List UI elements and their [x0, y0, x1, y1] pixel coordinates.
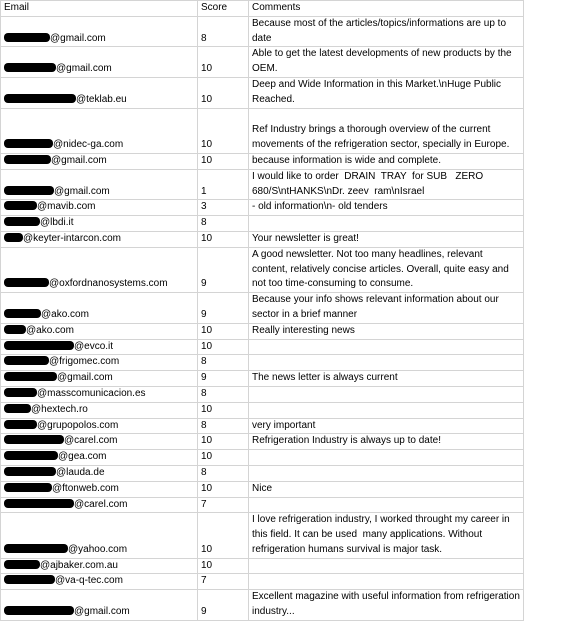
redaction-mark: [4, 435, 64, 444]
redaction-mark: [4, 388, 37, 397]
redaction-mark: [4, 575, 55, 584]
table-row: [1, 513, 572, 558]
score-cell[interactable]: 10: [198, 231, 249, 247]
table-row: [1, 216, 572, 232]
redaction-mark: [4, 309, 41, 318]
empty-cell[interactable]: [524, 590, 572, 621]
empty-cell[interactable]: [524, 434, 572, 450]
redaction-mark: [4, 217, 40, 226]
table-row: [1, 355, 572, 371]
redaction-mark: [4, 544, 68, 553]
table-row: [1, 16, 572, 47]
empty-cell[interactable]: [524, 153, 572, 169]
comment-cell[interactable]: [249, 450, 524, 466]
email-cell[interactable]: [1, 450, 198, 466]
comment-cell[interactable]: Because most of the articles/topics/informations are up to date: [249, 16, 524, 47]
redaction-mark: [4, 404, 31, 413]
redaction-mark: [4, 372, 57, 381]
score-cell[interactable]: 10: [198, 47, 249, 78]
header-comments[interactable]: Comments: [249, 1, 524, 17]
email-domain: @nidec-ga.com: [53, 139, 124, 151]
empty-cell[interactable]: [524, 16, 572, 47]
table-row: [1, 497, 572, 513]
empty-cell[interactable]: [524, 293, 572, 324]
empty-cell[interactable]: [524, 465, 572, 481]
email-cell[interactable]: [1, 216, 198, 232]
empty-cell[interactable]: [524, 371, 572, 387]
redaction-mark: [4, 606, 74, 615]
redaction-mark: [4, 356, 49, 365]
score-cell[interactable]: 10: [198, 450, 249, 466]
table-row: [1, 386, 572, 402]
redaction-mark: [4, 341, 74, 350]
email-domain: @gmail.com: [74, 606, 130, 618]
email-cell[interactable]: [1, 200, 198, 216]
comment-cell[interactable]: Ref Industry brings a thorough overview of the current movements of the refrigeration sector, specially in Europe.: [249, 108, 524, 153]
score-cell[interactable]: 10: [198, 108, 249, 153]
email-cell[interactable]: [1, 108, 198, 153]
score-cell[interactable]: 10: [198, 339, 249, 355]
redaction-mark: [4, 325, 26, 334]
empty-cell[interactable]: [524, 513, 572, 558]
comment-cell[interactable]: because information is wide and complete.: [249, 153, 524, 169]
comment-cell[interactable]: Excellent magazine with useful information from refrigeration industry...: [249, 590, 524, 621]
table-row: [1, 77, 572, 108]
email-domain: @evco.it: [74, 340, 114, 352]
email-domain: @carel.com: [64, 435, 118, 447]
comment-cell[interactable]: Your newsletter is great!: [249, 231, 524, 247]
comment-cell[interactable]: Because your info shows relevant information about our sector in a brief manner: [249, 293, 524, 324]
redaction-mark: [4, 63, 56, 72]
redaction-mark: [4, 201, 37, 210]
email-domain: @frigomec.com: [49, 356, 120, 368]
redaction-mark: [4, 560, 40, 569]
empty-cell[interactable]: [524, 418, 572, 434]
score-cell[interactable]: 8: [198, 216, 249, 232]
email-domain: @masscomunicacion.es: [37, 387, 146, 399]
email-cell[interactable]: [1, 293, 198, 324]
comment-cell[interactable]: [249, 355, 524, 371]
score-cell[interactable]: 8: [198, 465, 249, 481]
comment-cell[interactable]: [249, 339, 524, 355]
table-row: [1, 169, 572, 200]
email-cell[interactable]: [1, 402, 198, 418]
table-row: [1, 153, 572, 169]
email-domain: @grupopolos.com: [37, 419, 119, 431]
score-cell[interactable]: 10: [198, 513, 249, 558]
empty-cell[interactable]: [524, 386, 572, 402]
redaction-mark: [4, 420, 37, 429]
email-domain: @keyter-intarcon.com: [23, 232, 121, 244]
redaction-mark: [4, 499, 74, 508]
empty-cell[interactable]: [524, 1, 572, 17]
table-row: [1, 558, 572, 574]
table-row: [1, 293, 572, 324]
score-cell[interactable]: 9: [198, 590, 249, 621]
empty-cell[interactable]: [524, 450, 572, 466]
email-cell[interactable]: [1, 355, 198, 371]
email-cell[interactable]: [1, 590, 198, 621]
score-cell[interactable]: 9: [198, 293, 249, 324]
table-row: [1, 450, 572, 466]
email-domain: @oxfordnanosystems.com: [49, 278, 168, 290]
score-cell[interactable]: 10: [198, 434, 249, 450]
email-domain: @ako.com: [26, 324, 74, 336]
score-cell[interactable]: 3: [198, 200, 249, 216]
score-cell[interactable]: 8: [198, 355, 249, 371]
comment-cell[interactable]: I would like to order DRAIN TRAY for SUB ZERO 680/S\ntHANKS\nDr. zeev ram\nIsrael: [249, 169, 524, 200]
table-row: [1, 434, 572, 450]
empty-cell[interactable]: [524, 558, 572, 574]
email-cell[interactable]: [1, 371, 198, 387]
email-cell[interactable]: [1, 153, 198, 169]
empty-cell[interactable]: [524, 481, 572, 497]
email-cell[interactable]: [1, 465, 198, 481]
empty-cell[interactable]: [524, 402, 572, 418]
score-cell[interactable]: 8: [198, 16, 249, 47]
email-domain: @gmail.com: [51, 154, 107, 166]
empty-cell[interactable]: [524, 355, 572, 371]
score-cell[interactable]: 10: [198, 558, 249, 574]
empty-cell[interactable]: [524, 497, 572, 513]
table-row: [1, 465, 572, 481]
table-row: [1, 108, 572, 153]
email-domain: @ako.com: [41, 308, 89, 320]
comment-cell[interactable]: [249, 386, 524, 402]
score-cell[interactable]: 8: [198, 386, 249, 402]
email-domain: @ftonweb.com: [52, 482, 119, 494]
redaction-mark: [4, 467, 56, 476]
email-domain: @lauda.de: [56, 466, 105, 478]
email-cell[interactable]: [1, 339, 198, 355]
email-cell[interactable]: [1, 418, 198, 434]
comment-cell[interactable]: I love refrigeration industry, I worked throught my career in this field. It can be used many applications. Without refrigeration humans survival is major task.: [249, 513, 524, 558]
email-cell[interactable]: [1, 386, 198, 402]
empty-cell[interactable]: [524, 216, 572, 232]
comment-cell[interactable]: [249, 216, 524, 232]
comment-cell[interactable]: Able to get the latest developments of new products by the OEM.: [249, 47, 524, 78]
email-domain: @gmail.com: [57, 372, 113, 384]
table-row: [1, 418, 572, 434]
table-row: [1, 323, 572, 339]
email-domain: @ajbaker.com.au: [40, 559, 118, 571]
email-cell[interactable]: [1, 497, 198, 513]
empty-cell[interactable]: [524, 323, 572, 339]
score-cell[interactable]: 10: [198, 481, 249, 497]
email-domain: @lbdi.it: [40, 217, 74, 229]
score-cell[interactable]: 10: [198, 153, 249, 169]
email-cell[interactable]: [1, 16, 198, 47]
score-cell[interactable]: 10: [198, 402, 249, 418]
comment-cell[interactable]: [249, 497, 524, 513]
comment-cell[interactable]: [249, 465, 524, 481]
empty-cell[interactable]: [524, 339, 572, 355]
comment-cell[interactable]: Refrigeration Industry is always up to date!: [249, 434, 524, 450]
email-domain: @gmail.com: [54, 185, 110, 197]
redaction-mark: [4, 186, 54, 195]
email-cell[interactable]: [1, 47, 198, 78]
table-row: [1, 47, 572, 78]
redaction-mark: [4, 451, 58, 460]
score-cell[interactable]: 7: [198, 574, 249, 590]
empty-cell[interactable]: [524, 108, 572, 153]
empty-cell[interactable]: [524, 169, 572, 200]
email-cell[interactable]: [1, 247, 198, 292]
header-score[interactable]: Score: [198, 1, 249, 17]
table-row: [1, 574, 572, 590]
score-cell[interactable]: 9: [198, 247, 249, 292]
comment-cell[interactable]: Nice: [249, 481, 524, 497]
score-cell[interactable]: 8: [198, 418, 249, 434]
header-row: [1, 1, 572, 17]
email-domain: @gmail.com: [50, 32, 106, 44]
redaction-mark: [4, 483, 52, 492]
email-cell[interactable]: [1, 481, 198, 497]
email-cell[interactable]: [1, 169, 198, 200]
email-domain: @mavib.com: [37, 201, 96, 213]
email-domain: @yahoo.com: [68, 543, 128, 555]
comment-cell[interactable]: [249, 402, 524, 418]
empty-cell[interactable]: [524, 77, 572, 108]
comment-cell[interactable]: Really interesting news: [249, 323, 524, 339]
table-row: [1, 231, 572, 247]
empty-cell[interactable]: [524, 574, 572, 590]
empty-cell[interactable]: [524, 200, 572, 216]
email-domain: @va-q-tec.com: [55, 575, 123, 587]
table-row: [1, 402, 572, 418]
table-row: [1, 339, 572, 355]
comment-cell[interactable]: - old information\n- old tenders: [249, 200, 524, 216]
score-cell[interactable]: 1: [198, 169, 249, 200]
email-domain: @hextech.ro: [31, 403, 88, 415]
email-cell[interactable]: [1, 574, 198, 590]
comment-cell[interactable]: The news letter is always current: [249, 371, 524, 387]
comment-cell[interactable]: [249, 558, 524, 574]
table-row: [1, 200, 572, 216]
email-domain: @teklab.eu: [76, 93, 127, 105]
redaction-mark: [4, 278, 49, 287]
email-domain: @gmail.com: [56, 63, 112, 75]
score-cell[interactable]: 9: [198, 371, 249, 387]
redaction-mark: [4, 155, 51, 164]
empty-cell[interactable]: [524, 247, 572, 292]
comment-cell[interactable]: A good newsletter. Not too many headlines, relevant content, relatively concise articles. Overall, quite easy and not too time-consuming to consume.: [249, 247, 524, 292]
score-cell[interactable]: 10: [198, 323, 249, 339]
empty-cell[interactable]: [524, 47, 572, 78]
redaction-mark: [4, 94, 76, 103]
email-cell[interactable]: [1, 558, 198, 574]
header-email[interactable]: Email: [1, 1, 198, 17]
redaction-mark: [4, 233, 23, 242]
email-cell[interactable]: [1, 513, 198, 558]
comment-cell[interactable]: very important: [249, 418, 524, 434]
empty-cell[interactable]: [524, 231, 572, 247]
table-row: [1, 590, 572, 621]
comment-cell[interactable]: [249, 574, 524, 590]
table-row: [1, 371, 572, 387]
email-domain: @carel.com: [74, 498, 128, 510]
email-cell[interactable]: [1, 77, 198, 108]
redaction-mark: [4, 33, 50, 42]
table-row: [1, 247, 572, 292]
score-cell[interactable]: 7: [198, 497, 249, 513]
score-cell[interactable]: 10: [198, 77, 249, 108]
email-cell[interactable]: [1, 323, 198, 339]
redaction-mark: [4, 139, 53, 148]
table-row: [1, 481, 572, 497]
comment-cell[interactable]: Deep and Wide Information in this Market.\nHuge Public Reached.: [249, 77, 524, 108]
email-cell[interactable]: [1, 231, 198, 247]
email-cell[interactable]: [1, 434, 198, 450]
email-domain: @gea.com: [58, 451, 107, 463]
